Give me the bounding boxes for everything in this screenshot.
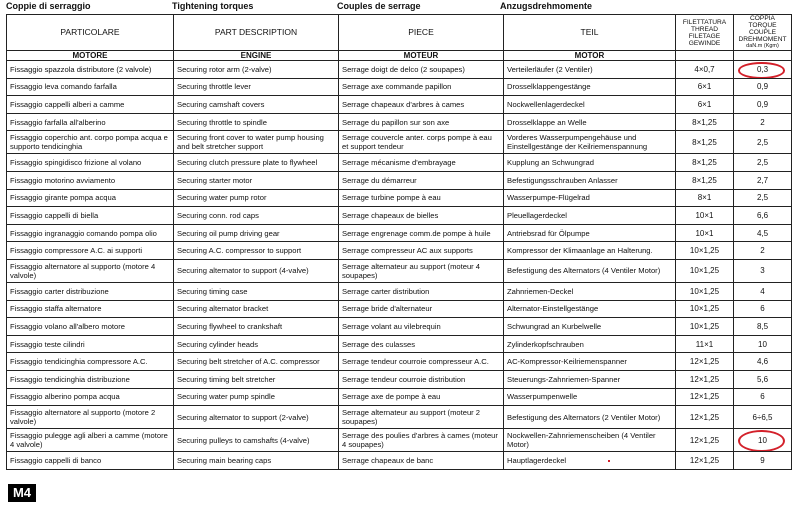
cell-it: Fissaggio motorino avviamento xyxy=(7,171,174,189)
cell-de: Kupplung an Schwungrad xyxy=(504,154,676,172)
cell-en: Securing flywheel to crankshaft xyxy=(174,318,339,336)
cell-torque xyxy=(734,388,792,406)
title-it: Coppie di serraggio xyxy=(6,1,91,11)
cell-it: Fissaggio teste cilindri xyxy=(7,335,174,353)
cell-it: Fissaggio tendicinghia compressore A.C. xyxy=(7,353,174,371)
cell-en: Securing pulleys to camshafts (4-valve) xyxy=(174,429,339,452)
table-row xyxy=(7,189,792,207)
cell-it: Fissaggio farfalla all'alberino xyxy=(7,113,174,131)
cell-thread: 8×1,25 xyxy=(676,171,734,189)
col-header-en: PART DESCRIPTION xyxy=(174,15,339,51)
cell-en: Securing A.C. compressor to support xyxy=(174,242,339,260)
cell-torque xyxy=(734,406,792,429)
cell-thread: 10×1,25 xyxy=(676,259,734,282)
cell-fr: Serrage des poulies d'arbres à cames (moteur 4 soupapes) xyxy=(339,429,504,452)
cell-it: Fissaggio staffa alternatore xyxy=(7,300,174,318)
cell-thread: 11×1 xyxy=(676,335,734,353)
cell-it: Fissaggio alternatore al supporto (motore 4 valvole) xyxy=(7,259,174,282)
torque-value: 0,3 xyxy=(756,64,769,74)
cell-de: Alternator-Einstellgestänge xyxy=(504,300,676,318)
torque-value: 9 xyxy=(760,455,765,465)
cell-torque xyxy=(734,300,792,318)
table-row xyxy=(7,370,792,388)
torque-value: 3 xyxy=(760,266,765,276)
table-row xyxy=(7,113,792,131)
torque-value: 10 xyxy=(758,435,767,445)
table-row xyxy=(7,406,792,429)
cell-thread: 6×1 xyxy=(676,78,734,96)
cell-fr: Serrage du papillon sur son axe xyxy=(339,113,504,131)
cell-thread: 10×1 xyxy=(676,224,734,242)
cell-fr: Serrage mécanisme d'embrayage xyxy=(339,154,504,172)
cell-thread: 12×1,25 xyxy=(676,370,734,388)
cell-torque xyxy=(734,429,792,452)
col-header-thread: FILETTATURA THREAD FILETAGE GEWINDE xyxy=(676,15,734,51)
cell-torque xyxy=(734,335,792,353)
cell-en: Securing water pump spindle xyxy=(174,388,339,406)
cell-de: Vorderes Wasserpumpengehäuse und Einstellgestänge der Keilriemenspannung xyxy=(504,131,676,154)
table-row xyxy=(7,78,792,96)
cell-en: Securing belt stretcher of A.C. compressor xyxy=(174,353,339,371)
cell-torque xyxy=(734,224,792,242)
cell-torque xyxy=(734,131,792,154)
cell-it: Fissaggio tendicinghia distribuzione xyxy=(7,370,174,388)
table-row xyxy=(7,335,792,353)
cell-thread: 4×0,7 xyxy=(676,61,734,79)
table-header-row xyxy=(7,15,792,51)
torque-value: 2 xyxy=(760,246,765,256)
torque-value: 2 xyxy=(760,117,765,127)
cell-en: Securing alternator bracket xyxy=(174,300,339,318)
title-de: Anzugsdrehmomente xyxy=(500,1,593,11)
cell-en: Securing clutch pressure plate to flywheel xyxy=(174,154,339,172)
cell-de: Drosselklappengestänge xyxy=(504,78,676,96)
cell-de: Schwungrad an Kurbelwelle xyxy=(504,318,676,336)
cell-de: Befestigung des Alternators (2 Ventiler Motor) xyxy=(504,406,676,429)
cell-fr: Serrage chapeaux de banc xyxy=(339,452,504,470)
cell-thread: 12×1,25 xyxy=(676,429,734,452)
cell-thread: 8×1 xyxy=(676,189,734,207)
cell-de: Nockwellen-Zahnriemenscheiben (4 Ventiler Motor) xyxy=(504,429,676,452)
title-en: Tightening torques xyxy=(172,1,254,11)
torque-table xyxy=(6,14,792,470)
torque-value: 6÷6,5 xyxy=(752,412,773,422)
table-row xyxy=(7,282,792,300)
cell-torque xyxy=(734,370,792,388)
cell-thread: 6×1 xyxy=(676,96,734,114)
table-row xyxy=(7,131,792,154)
cell-it: Fissaggio volano all'albero motore xyxy=(7,318,174,336)
cell-en: Securing starter motor xyxy=(174,171,339,189)
cell-fr: Serrage chapeaux d'arbres à cames xyxy=(339,96,504,114)
cell-torque xyxy=(734,318,792,336)
cell-thread: 8×1,25 xyxy=(676,113,734,131)
cell-de: Steuerungs-Zahnriemen-Spanner xyxy=(504,370,676,388)
table-row xyxy=(7,207,792,225)
cell-it: Fissaggio cappelli alberi a camme xyxy=(7,96,174,114)
cell-torque xyxy=(734,259,792,282)
header-titles xyxy=(0,1,800,13)
cell-it: Fissaggio compressore A.C. ai supporti xyxy=(7,242,174,260)
cell-en: Securing alternator to support (4-valve) xyxy=(174,259,339,282)
cell-de: Nockwellenlagerdeckel xyxy=(504,96,676,114)
cell-en: Securing timing case xyxy=(174,282,339,300)
cell-fr: Serrage tendeur courroie compresseur A.C. xyxy=(339,353,504,371)
cell-it: Fissaggio girante pompa acqua xyxy=(7,189,174,207)
col-header-torque: COPPIA TORQUE COUPLE DREHMOMENT daN.m (Kgm) xyxy=(734,15,792,51)
cell-thread: 10×1,25 xyxy=(676,300,734,318)
cell-fr: Serrage alternateur au support (moteur 4 soupapes) xyxy=(339,259,504,282)
col-header-fr: PIECE xyxy=(339,15,504,51)
cell-de: Hauptlagerdeckel xyxy=(504,452,676,470)
cell-fr: Serrage axe commande papillon xyxy=(339,78,504,96)
table-row xyxy=(7,96,792,114)
cell-de: Antriebsrad für Ölpumpe xyxy=(504,224,676,242)
torque-value: 0,9 xyxy=(756,99,769,109)
table-row xyxy=(7,242,792,260)
cell-torque xyxy=(734,242,792,260)
cell-fr: Serrage couvercle anter. corps pompe à eau et support tendeur xyxy=(339,131,504,154)
cell-en: Securing conn. rod caps xyxy=(174,207,339,225)
cell-it: Fissaggio alberino pompa acqua xyxy=(7,388,174,406)
cell-de: Zylinderkopfschrauben xyxy=(504,335,676,353)
section-en: ENGINE xyxy=(174,51,339,61)
section-de: MOTOR xyxy=(504,51,676,61)
cell-torque xyxy=(734,154,792,172)
table-row xyxy=(7,61,792,79)
torque-value: 2,5 xyxy=(756,137,769,147)
cell-it: Fissaggio leva comando farfalla xyxy=(7,78,174,96)
cell-fr: Serrage tendeur courroie distribution xyxy=(339,370,504,388)
cell-en: Securing alternator to support (2-valve) xyxy=(174,406,339,429)
cell-torque xyxy=(734,61,792,79)
cell-it: Fissaggio cappelli di banco xyxy=(7,452,174,470)
title-fr: Couples de serrage xyxy=(337,1,421,11)
cell-en: Securing throttle lever xyxy=(174,78,339,96)
section-it: MOTORE xyxy=(7,51,174,61)
cell-de: Kompressor der Klimaanlage an Halterung. xyxy=(504,242,676,260)
cell-thread: 12×1,25 xyxy=(676,353,734,371)
cell-en: Securing oil pump driving gear xyxy=(174,224,339,242)
cell-torque xyxy=(734,189,792,207)
torque-value: 5,6 xyxy=(756,374,769,384)
cell-it: Fissaggio cappelli di biella xyxy=(7,207,174,225)
table-row xyxy=(7,318,792,336)
cell-it: Fissaggio carter distribuzione xyxy=(7,282,174,300)
cell-de: Zahnriemen-Deckel xyxy=(504,282,676,300)
torque-value: 0,9 xyxy=(756,82,769,92)
cell-fr: Serrage compresseur AC aux supports xyxy=(339,242,504,260)
table-row xyxy=(7,353,792,371)
cell-torque xyxy=(734,207,792,225)
torque-value: 6 xyxy=(760,304,765,314)
cell-de: Verteilerläufer (2 Ventiler) xyxy=(504,61,676,79)
cell-thread: 10×1,25 xyxy=(676,242,734,260)
cell-torque xyxy=(734,452,792,470)
cell-en: Securing camshaft covers xyxy=(174,96,339,114)
cell-de: Wasserpumpenwelle xyxy=(504,388,676,406)
cell-it: Fissaggio alternatore al supporto (motore 2 valvole) xyxy=(7,406,174,429)
cell-de: Wasserpumpe-Flügelrad xyxy=(504,189,676,207)
cell-torque xyxy=(734,171,792,189)
cell-en: Securing cylinder heads xyxy=(174,335,339,353)
cell-it: Fissaggio spazzola distributore (2 valvole) xyxy=(7,61,174,79)
cell-en: Securing main bearing caps xyxy=(174,452,339,470)
cell-it: Fissaggio pulegge agli alberi a camme (motore 4 valvole) xyxy=(7,429,174,452)
section-fr: MOTEUR xyxy=(339,51,504,61)
cell-thread: 10×1,25 xyxy=(676,282,734,300)
torque-value: 4,6 xyxy=(756,357,769,367)
cell-fr: Serrage doigt de delco (2 soupapes) xyxy=(339,61,504,79)
table-row xyxy=(7,224,792,242)
cell-thread: 8×1,25 xyxy=(676,154,734,172)
cell-en: Securing water pump rotor xyxy=(174,189,339,207)
torque-value: 2,5 xyxy=(756,193,769,203)
ink-mark xyxy=(608,460,610,462)
cell-en: Securing rotor arm (2-valve) xyxy=(174,61,339,79)
cell-de: AC-Kompressor-Keilriemenspanner xyxy=(504,353,676,371)
cell-thread: 8×1,25 xyxy=(676,131,734,154)
cell-torque xyxy=(734,113,792,131)
cell-torque xyxy=(734,78,792,96)
cell-torque xyxy=(734,353,792,371)
torque-value: 8,5 xyxy=(756,321,769,331)
cell-fr: Serrage chapeaux de bielles xyxy=(339,207,504,225)
cell-de: Pleuellagerdeckel xyxy=(504,207,676,225)
cell-en: Securing throttle to spindle xyxy=(174,113,339,131)
cell-fr: Serrage bride d'alternateur xyxy=(339,300,504,318)
table-row xyxy=(7,171,792,189)
cell-thread: 12×1,25 xyxy=(676,406,734,429)
table-row xyxy=(7,259,792,282)
col-header-it: PARTICOLARE xyxy=(7,15,174,51)
table-row xyxy=(7,154,792,172)
cell-fr: Serrage du démarreur xyxy=(339,171,504,189)
cell-thread: 10×1 xyxy=(676,207,734,225)
section-row xyxy=(7,51,792,61)
cell-fr: Serrage des culasses xyxy=(339,335,504,353)
cell-fr: Serrage volant au vilebrequin xyxy=(339,318,504,336)
table-row xyxy=(7,300,792,318)
cell-fr: Serrage turbine pompe à eau xyxy=(339,189,504,207)
cell-fr: Serrage axe de pompe à eau xyxy=(339,388,504,406)
cell-it: Fissaggio ingranaggio comando pompa olio xyxy=(7,224,174,242)
cell-de: Befestigung des Alternators (4 Ventiler Motor) xyxy=(504,259,676,282)
cell-fr: Serrage alternateur au support (moteur 2 soupapes) xyxy=(339,406,504,429)
cell-fr: Serrage engrenage comm.de pompe à huile xyxy=(339,224,504,242)
torque-value: 4,5 xyxy=(756,228,769,238)
cell-torque xyxy=(734,282,792,300)
col-header-de: TEIL xyxy=(504,15,676,51)
torque-value: 6 xyxy=(760,392,765,402)
cell-en: Securing front cover to water pump housing and belt stretcher support xyxy=(174,131,339,154)
cell-thread: 10×1,25 xyxy=(676,318,734,336)
cell-thread: 12×1,25 xyxy=(676,452,734,470)
cell-torque xyxy=(734,96,792,114)
torque-value: 2,5 xyxy=(756,158,769,168)
cell-fr: Serrage carter distribution xyxy=(339,282,504,300)
table-row xyxy=(7,388,792,406)
torque-value: 4 xyxy=(760,286,765,296)
cell-de: Befestigungsschrauben Anlasser xyxy=(504,171,676,189)
cell-thread: 12×1,25 xyxy=(676,388,734,406)
torque-value: 6,6 xyxy=(756,210,769,220)
torque-value: 10 xyxy=(758,339,767,349)
table-row xyxy=(7,452,792,470)
cell-en: Securing timing belt stretcher xyxy=(174,370,339,388)
cell-it: Fissaggio coperchio ant. corpo pompa acqua e supporto tendicinghia xyxy=(7,131,174,154)
torque-value: 2,7 xyxy=(756,175,769,185)
cell-de: Drosselklappe an Welle xyxy=(504,113,676,131)
table-row xyxy=(7,429,792,452)
cell-it: Fissaggio spingidisco frizione al volano xyxy=(7,154,174,172)
page-badge: M4 xyxy=(8,484,36,502)
